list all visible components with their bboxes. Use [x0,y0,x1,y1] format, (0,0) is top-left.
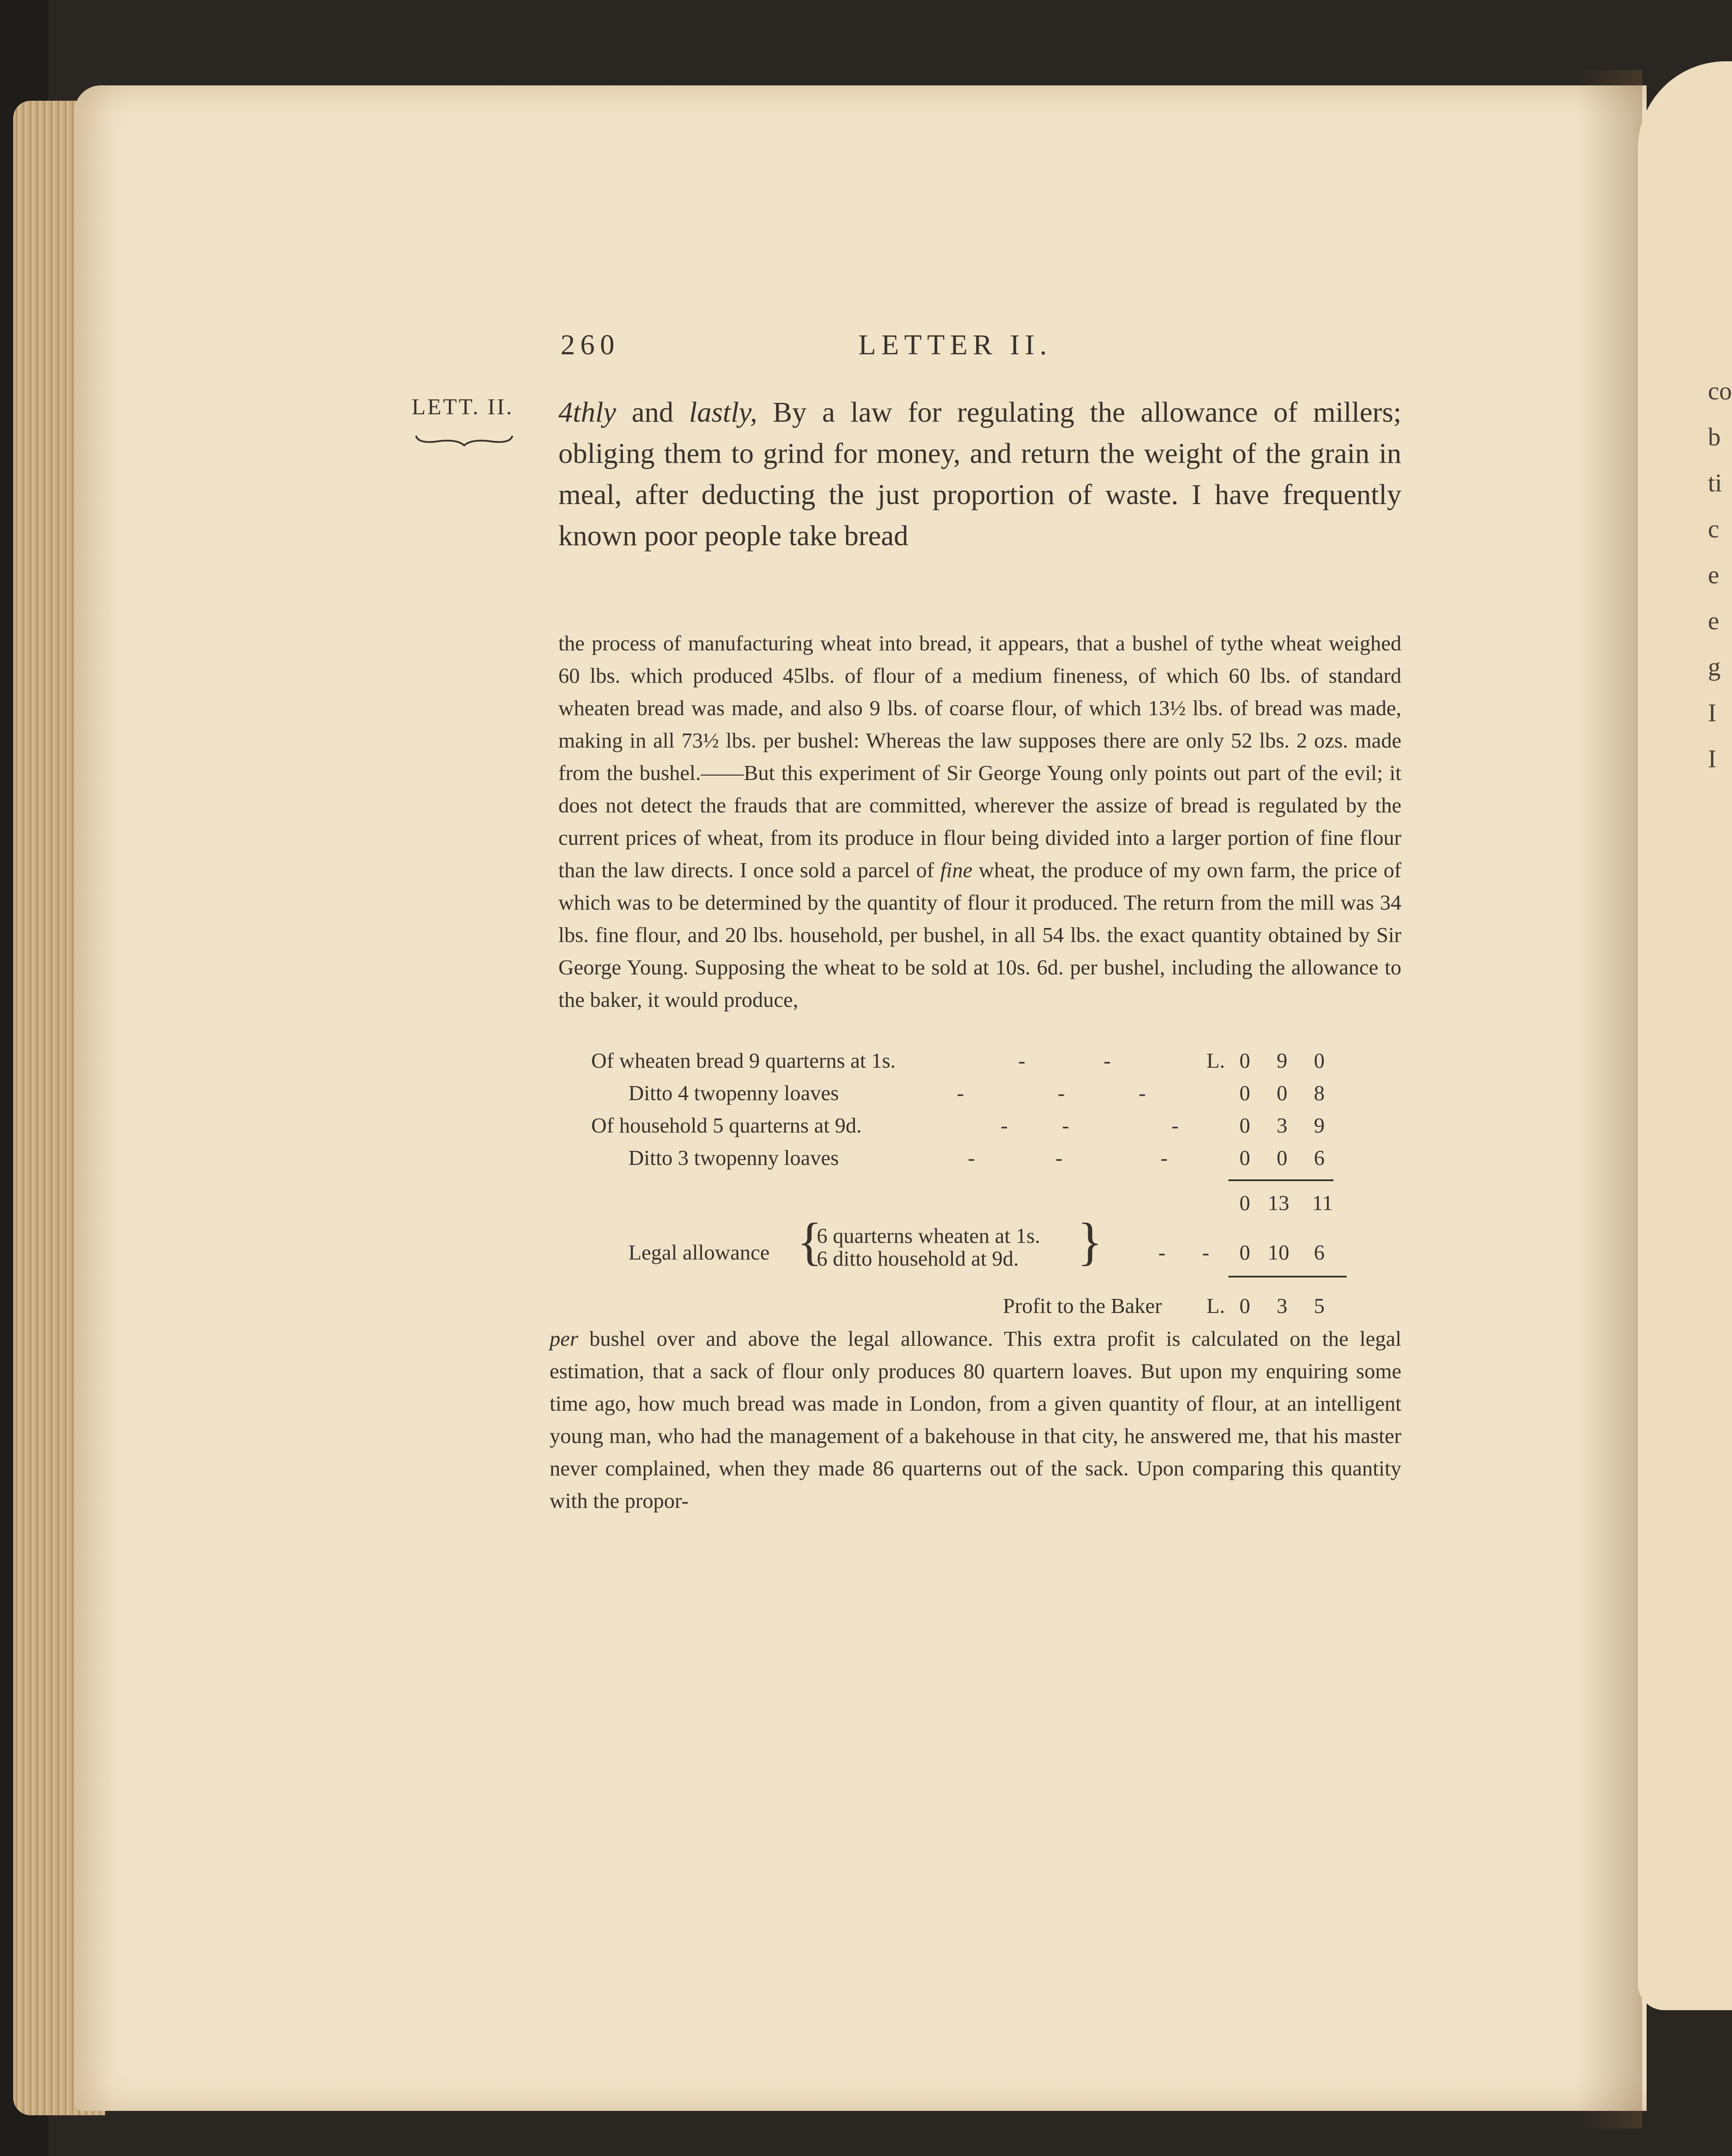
pence: 6 [1314,1146,1325,1170]
pounds: 0 [1239,1294,1250,1318]
dash: - [1158,1240,1166,1264]
sum-rule [1228,1276,1347,1277]
facing-letter: g [1708,653,1721,681]
pence: 0 [1314,1048,1325,1073]
pounds: 0 [1239,1113,1250,1137]
pence: 8 [1314,1081,1325,1105]
facing-letter: co [1708,377,1732,405]
right-brace: } [1077,1212,1103,1270]
left-brace: { [797,1212,822,1270]
shillings: 3 [1277,1294,1288,1318]
lead-word-fourthly: 4thly [558,396,616,428]
dash: - [1001,1113,1008,1137]
shillings: 0 [1277,1146,1288,1170]
facing-letter: e [1708,561,1719,589]
row-description: Ditto 3 twopenny loaves [628,1146,839,1170]
margin-brace-ornament [414,431,515,449]
facing-letter: b [1708,423,1721,451]
page-number: 260 [561,329,620,361]
facing-page-text [1708,368,1732,782]
dash: - [1018,1048,1026,1073]
lead-word-lastly: lastly, [689,396,758,428]
pence: 5 [1314,1294,1325,1318]
account-row [558,1142,1401,1174]
allowance-line-2: 6 ditto household at 9d. [817,1246,1019,1270]
dash: - [1161,1146,1168,1170]
row-description: Of wheaten bread 9 quarterns at 1s. [591,1048,896,1073]
lead-word-and: and [631,396,674,428]
dash: - [1058,1081,1065,1105]
dash: - [1139,1081,1146,1105]
currency-label: L. [1206,1048,1225,1073]
facing-letter: e [1708,607,1719,635]
account-row [558,1044,1401,1077]
profit-row [558,1290,1401,1322]
profit-label: Profit to the Baker [1003,1294,1162,1318]
pounds: 0 [1239,1191,1250,1215]
main-body: By a law for regulating the allowance of millers; obliging them to grind for money, and return the weight of the grain in meal, after deducting the just proportion of waste. I have frequently known poor people take bread [558,396,1402,552]
gutter-shadow [1577,70,1642,2128]
footnote-text [558,627,1401,1016]
main-paragraph [558,392,1401,557]
allowance-line-1: 6 quarterns wheaten at 1s. [817,1224,1041,1248]
facing-letter: c [1708,515,1719,543]
dash: - [1202,1240,1210,1264]
pence: 9 [1314,1113,1325,1137]
dash: - [968,1146,975,1170]
sum-rule [1228,1179,1333,1181]
shillings: 10 [1268,1240,1289,1264]
dash: - [957,1081,964,1105]
per-word: per [550,1327,579,1351]
shillings: 13 [1268,1191,1289,1215]
shillings: 3 [1277,1113,1288,1137]
row-description: Ditto 4 twopenny loaves [628,1081,839,1105]
pounds: 0 [1239,1048,1250,1073]
dash: - [1171,1113,1179,1137]
pence: 11 [1312,1191,1333,1215]
dash: - [1062,1113,1069,1137]
dash: - [1104,1048,1111,1073]
margin-note: LETT. II. [412,395,514,420]
closing-body: bushel over and above the legal allowance. This extra profit is calculated on the legal estimation, that a sack of flour only produces 80 quartern loaves. But upon my enquiring some time ago, how much bread was made in London, from a given quantity of flour, at an intelligent young man, who had the management of a bakehouse in that city, he answered me, that his master never complained, when they made 86 quarterns out of the sack. Upon comparing this quantity with the propor- [550,1327,1402,1513]
facing-letter: I [1708,745,1717,773]
row-description: Of household 5 quarterns at 9d. [591,1113,862,1137]
subtotal-row [558,1187,1401,1219]
shillings: 0 [1277,1081,1288,1105]
currency-label: L. [1206,1294,1225,1318]
account-row [558,1109,1401,1142]
page-title: LETTER II. [858,329,1052,361]
footnote-part-2: wheat, the produce of my own farm, the price of which was to be determined by the quantity of flour it produced. The return from the mill was 34 lbs. fine flour, and 20 lbs. household, per bushel, in all 54 lbs. the exact quantity obtained by Sir George Young. Supposing the wheat to be sold at 10s. 6d. per bushel, including the allowance to the baker, it would produce, [558,858,1402,1012]
facing-page [1638,61,1732,2010]
pounds: 0 [1239,1240,1250,1264]
footnote-fine: fine [940,858,973,882]
allowance-label: Legal allowance [628,1240,770,1264]
dash: - [1055,1146,1063,1170]
closing-paragraph [550,1323,1401,1517]
pounds: 0 [1239,1081,1250,1105]
pence: 6 [1314,1240,1325,1264]
footnote-part-1: the process of manufacturing wheat into bread, it appears, that a bushel of tythe wheat weighed 60 lbs. which produced 45lbs. of flour of a medium fineness, of which 60 lbs. of standard wheaten bread was made, and also 9 lbs. of coarse flour, of which 13½ lbs. of bread was made, making in all 73½ lbs. per bushel: Whereas the law supposes there are only 52 lbs. 2 ozs. made from the bushel.——But this experiment of Sir George Young only points out part of the evil; it does not detect the frauds that are committed, wherever the assize of bread is regulated by the current prices of wheat, from its produce in flour being divided into a larger portion of fine flour than the law directs. I once sold a parcel of [558,631,1401,882]
pounds: 0 [1239,1146,1250,1170]
account-row [558,1077,1401,1109]
facing-letter: ti [1708,469,1722,497]
facing-letter: I [1708,699,1717,727]
shillings: 9 [1277,1048,1288,1073]
